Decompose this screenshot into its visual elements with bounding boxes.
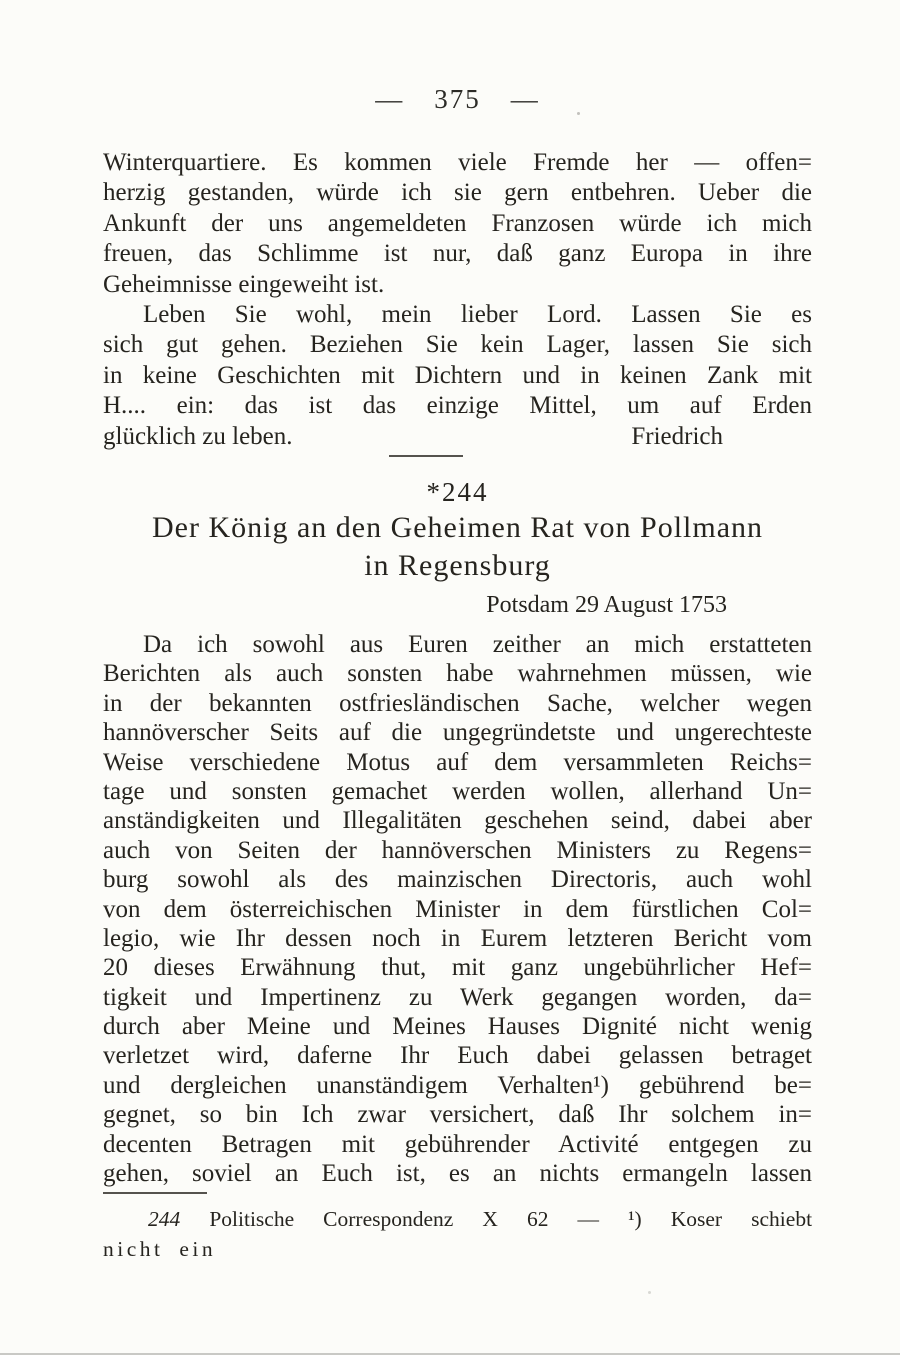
text-line: tage und sonsten gemachet werden wollen, allerhand Un= xyxy=(103,777,812,805)
section-title-line1: Der König an den Geheimen Rat von Pollmann xyxy=(151,511,764,544)
text-line: gehen, soviel an Euch ist, es an nichts ermangeln lassen xyxy=(103,1160,812,1188)
paragraph-3 xyxy=(103,630,812,1188)
section-divider xyxy=(389,455,463,457)
text-line: von dem österreichischen Minister in dem fürstlichen Col= xyxy=(103,895,812,923)
text-line: herzig gestanden, würde ich sie gern entbehren. Ueber die xyxy=(103,179,812,207)
paragraph-1 xyxy=(103,148,812,300)
text-line: Berichten als auch sonsten habe wahrnehmen müssen, wie xyxy=(103,660,812,688)
footnote-divider xyxy=(103,1192,207,1194)
text-line: auch von Seiten der hannöverschen Ministers zu Regens= xyxy=(103,836,812,864)
text-line: decenten Betragen mit gebührender Activité entgegen zu xyxy=(103,1130,812,1158)
section-title-line2: in Regensburg xyxy=(364,549,551,582)
scan-speck xyxy=(648,1291,651,1294)
dateline: Potsdam 29 August 1753 xyxy=(486,592,727,618)
header-dash-left: — xyxy=(375,84,405,114)
footnote-note: Koser schiebt xyxy=(670,1207,813,1231)
scan-speck xyxy=(577,112,580,115)
text-line: in der bekannten ostfriesländischen Sache, welcher wegen xyxy=(103,689,812,717)
text-line: in keine Geschichten mit Dichtern und in keinen Zank mit xyxy=(103,361,812,389)
text-line: burg sowohl als des mainzischen Directoris, auch wohl xyxy=(103,866,812,894)
text-line: Weise verschiedene Motus auf dem versammleten Reichs= xyxy=(103,748,812,776)
text-line: 20 dieses Erwähnung thut, mit ganz ungebührlicher Hef= xyxy=(103,954,812,982)
page-number: 375 xyxy=(434,84,481,114)
text-line: Geheimnisse eingeweiht ist. xyxy=(103,270,385,298)
text-line: sich gut gehen. Beziehen Sie kein Lager, lassen Sie sich xyxy=(103,331,812,359)
running-head xyxy=(103,84,812,115)
text-line: legio, wie Ihr dessen noch in Eurem letzteren Bericht vom xyxy=(103,924,812,952)
paragraph-2 xyxy=(103,300,812,452)
footnote-source: Politische Correspondenz X 62 xyxy=(209,1207,549,1231)
text-line: und dergleichen unanständigem Verhalten¹) gebührend be= xyxy=(103,1071,812,1099)
footnote-dash: — xyxy=(577,1207,600,1231)
footnote xyxy=(103,1204,812,1264)
footnote-marker: ¹) xyxy=(628,1207,642,1231)
text-line: anständigkeiten und Illegalitäten geschehen seind, dabei aber xyxy=(103,807,812,835)
text-line: tigkeit und Impertinenz zu Werk gegangen worden, da= xyxy=(103,983,812,1011)
text-line: Ankunft der uns angemeldeten Franzosen würde ich mich xyxy=(103,209,812,237)
text-line: Winterquartiere. Es kommen viele Fremde her — offen= xyxy=(103,149,812,176)
footnote-entry-number: 244 xyxy=(148,1207,181,1231)
header-dash-right: — xyxy=(510,84,540,114)
text-line: durch aber Meine und Meines Hauses Dignité nicht wenig xyxy=(103,1013,812,1041)
text-line: freuen, das Schlimme ist nur, daß ganz Europa in ihre xyxy=(103,240,812,268)
text-line: Leben Sie wohl, mein lieber Lord. Lassen Sie es xyxy=(143,301,812,328)
text-line: H.... ein: das ist das einzige Mittel, um auf Erden xyxy=(103,392,812,420)
footnote-continuation: nicht ein xyxy=(103,1237,217,1261)
text-line: gegnet, so bin Ich zwar versichert, daß Ihr solchem in= xyxy=(103,1101,812,1129)
text-line: glücklich zu leben. xyxy=(103,422,293,450)
signature: Friedrich xyxy=(631,422,723,450)
text-line: Da ich sowohl aus Euren zeither an mich erstatteten xyxy=(143,631,812,658)
text-line: hannöverscher Seits auf die ungegründetste und ungerechteste xyxy=(103,719,812,747)
text-line: verletzet wird, daferne Ihr Euch dabei gelassen betraget xyxy=(103,1042,812,1070)
section-number: *244 xyxy=(426,477,489,507)
